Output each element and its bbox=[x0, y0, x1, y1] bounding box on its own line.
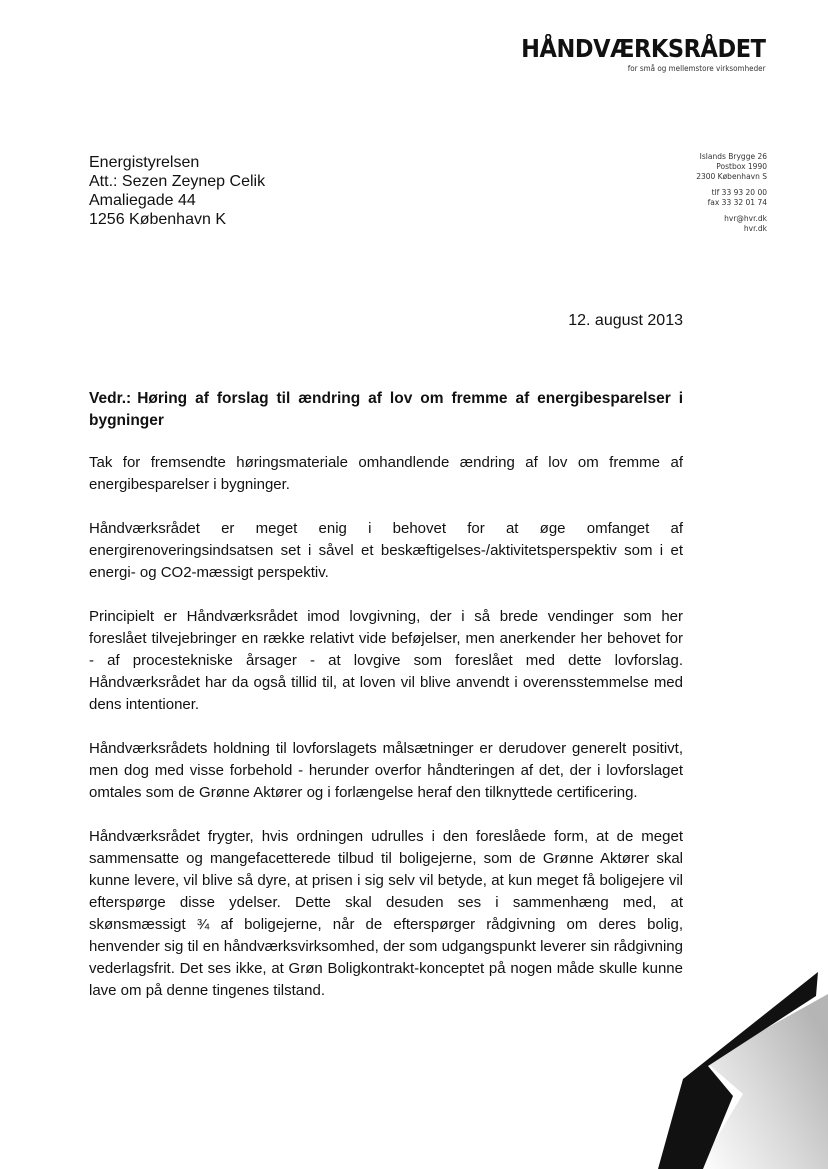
sender-fax: fax 33 32 01 74 bbox=[707, 198, 767, 207]
decorative-corner-graphic bbox=[508, 954, 828, 1169]
body-paragraph: Håndværksrådet er meget enig i behovet for at øge omfanget af energirenoveringsindsatsen set i såvel et beskæftigelses-/aktivitetsperspektiv som i et energi- og CO2-mæssigt perspektiv. bbox=[89, 520, 683, 581]
sender-phone: tlf 33 93 20 00 bbox=[711, 188, 767, 197]
recipient-address bbox=[89, 153, 265, 229]
body-paragraph: Håndværksrådet frygter, hvis ordningen udrulles i den foreslåede form, at de meget sammensatte og mangefacetterede tilbud til boligejerne, som de Grønne Aktører skal kunne levere, vil blive så dyre, at prisen i sig selv vil betyde, at kun meget få boligejere vil efterspørge disse ydelser. Dette skal desuden ses i sammenhæng med, at skønsmæssigt ¾ af boligejerne, når de efterspørger rådgivning om deres bolig, henvender sig til en håndværksvirksomhed, der som udgangspunkt leverer sin rådgivning vederlagsfrit. Det ses ikke, at Grøn Boligkontrakt-konceptet på nogen måde skulle kunne lave om på denne tingenes tilstand. bbox=[89, 828, 683, 999]
recipient-line: Att.: Sezen Zeynep Celik bbox=[89, 173, 266, 190]
subject-prefix: Vedr.: bbox=[89, 390, 132, 407]
organization-name: HÅNDVÆRKSRÅDET bbox=[521, 34, 766, 63]
recipient-line: Amaliegade 44 bbox=[89, 192, 196, 209]
letter-body bbox=[89, 452, 683, 1024]
recipient-line: Energistyrelsen bbox=[89, 154, 200, 171]
body-paragraph: Håndværksrådets holdning til lovforslagets målsætninger er derudover generelt positivt, men dog med visse forbehold - herunder overfor håndteringen af det, der i lovforslaget omtales som de Grønne Aktører og i forlængelse heraf den tilknyttede certificering. bbox=[89, 740, 683, 801]
organization-tagline: for små og mellemstore virksomheder bbox=[628, 64, 766, 73]
sender-email: hvr@hvr.dk bbox=[724, 214, 767, 223]
subject-text: Høring af forslag til ændring af lov om fremme af energibesparelser i bygninger bbox=[89, 390, 683, 429]
body-paragraph: Principielt er Håndværksrådet imod lovgivning, der i så brede vendinger som her foreslået tilvejebringer en række relativt vide beføjelser, men anerkender her behovet for - af procestekniske årsager - at lovgive som foreslået med dette lovforslag. Håndværksrådet har da også tillid til, at loven vil blive anvendt i overensstemmelse med dens intentioner. bbox=[89, 608, 683, 713]
sender-website: hvr.dk bbox=[743, 224, 767, 233]
body-paragraph: Tak for fremsendte høringsmateriale omhandlende ændring af lov om fremme af energibesparelser i bygninger. bbox=[89, 454, 683, 493]
sender-contact bbox=[696, 152, 767, 234]
sender-address-line: Postbox 1990 bbox=[716, 162, 767, 171]
sender-address-line: Islands Brygge 26 bbox=[699, 152, 767, 161]
recipient-line: 1256 København K bbox=[89, 211, 226, 228]
letter-date: 12. august 2013 bbox=[568, 312, 683, 329]
subject-line bbox=[89, 388, 683, 432]
letterhead-logo bbox=[494, 34, 766, 73]
sender-address-line: 2300 København S bbox=[696, 172, 767, 181]
